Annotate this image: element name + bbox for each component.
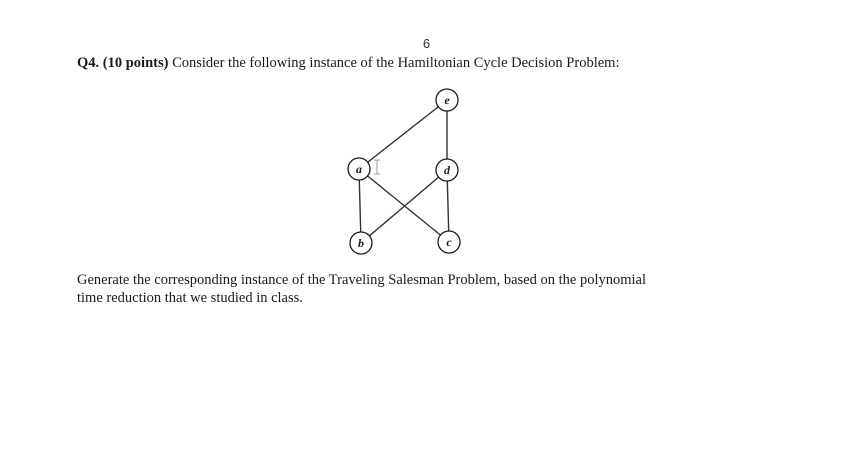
instruction-line-1: Generate the corresponding instance of the Traveling Salesman Problem, based on the polynomial [77,272,646,288]
edge-a-e [359,100,447,169]
node-b [350,232,372,254]
page-number: 6 [422,36,431,51]
graph-svg [330,78,480,268]
node-d [436,159,458,181]
instruction-paragraph [77,271,797,307]
node-e [436,89,458,111]
question-text: Consider the following instance of the Hamiltonian Cycle Decision Problem: [168,55,620,71]
node-label-e: e [444,93,450,107]
node-a [348,158,370,180]
graph-nodes [348,89,460,254]
node-c [438,231,460,253]
hamiltonian-graph [330,78,480,268]
node-label-c: c [446,235,452,249]
question-label: Q4. (10 points) [77,55,169,71]
node-label-a: a [356,162,362,176]
node-label-b: b [358,236,364,250]
instruction-line-2: time reduction that we studied in class. [77,290,303,306]
question-heading [77,55,619,72]
node-label-d: d [444,163,450,177]
